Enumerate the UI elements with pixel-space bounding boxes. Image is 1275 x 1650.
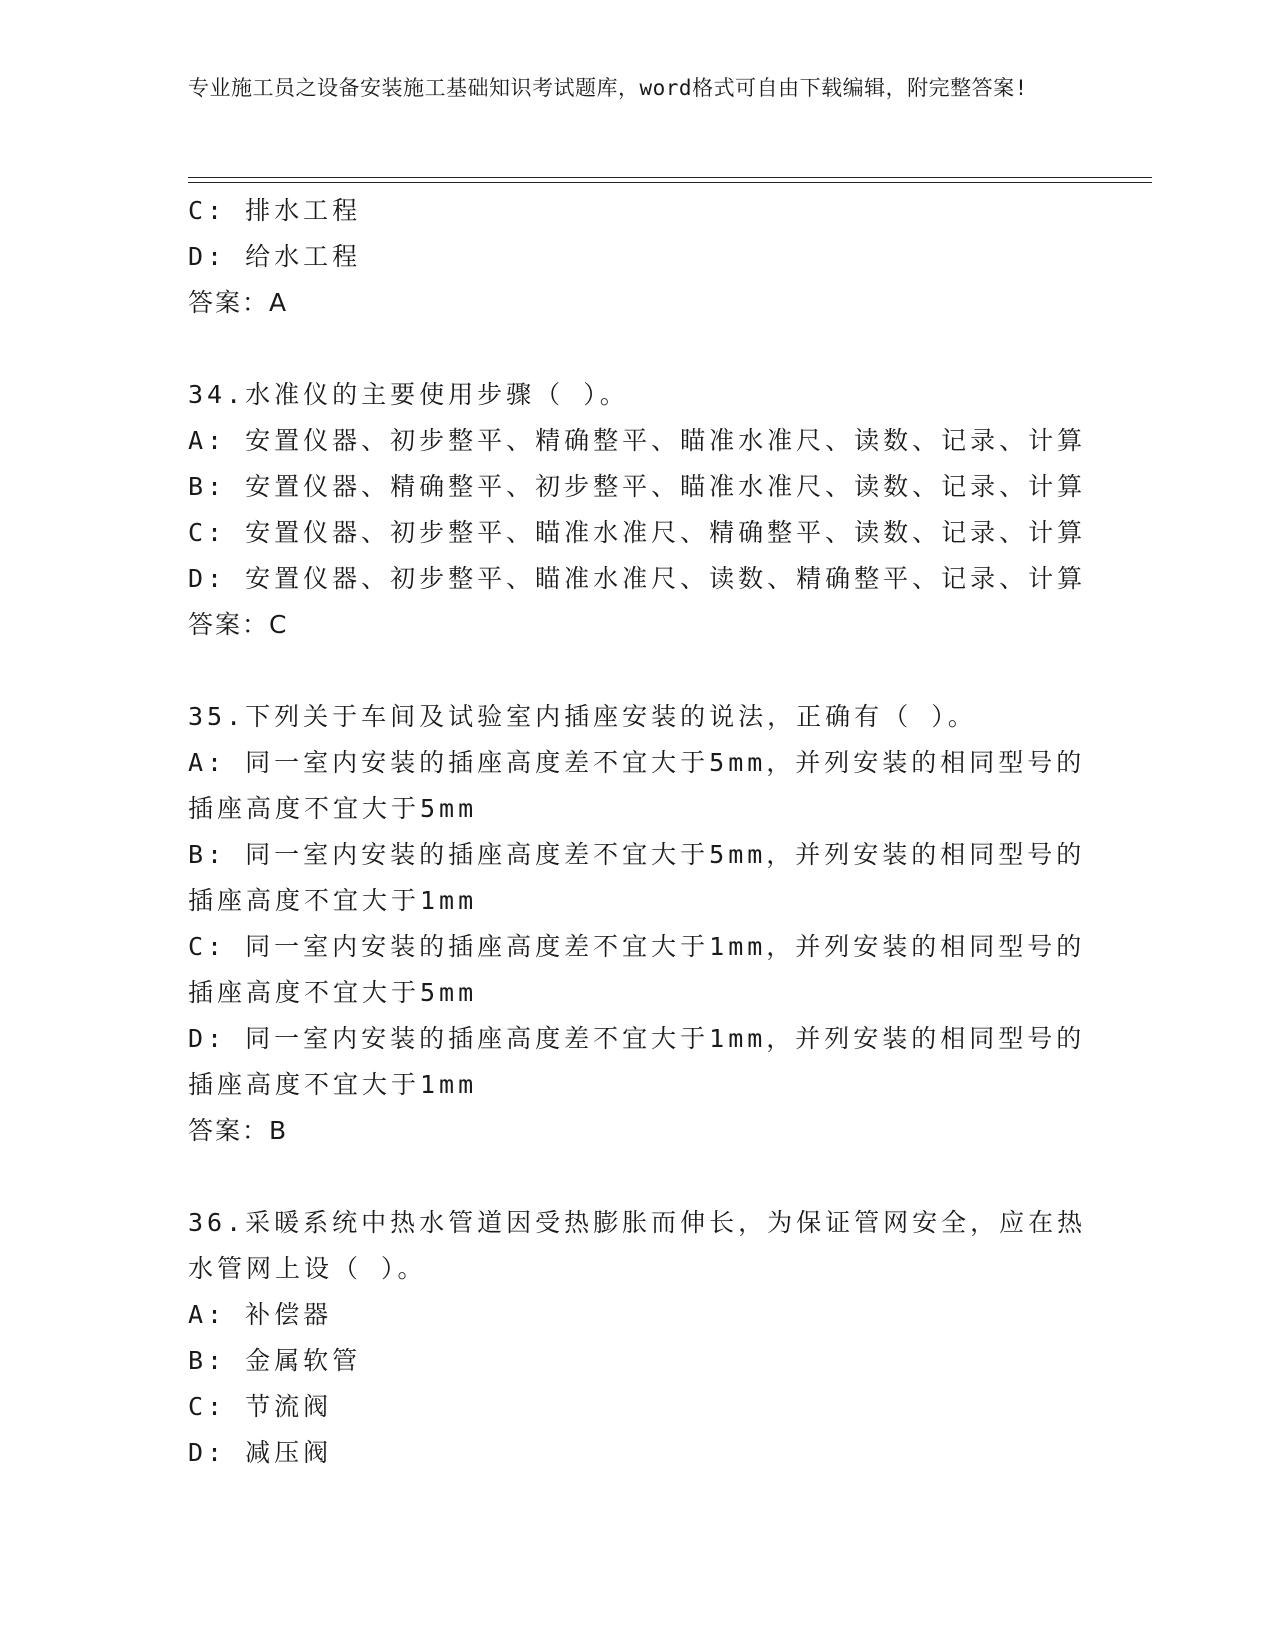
answer-line: 答案：B: [188, 1116, 289, 1145]
option-c-continued: 插座高度不宜大于5mm: [188, 978, 478, 1007]
option-b: B: 金属软管: [188, 1346, 362, 1375]
option-d: D: 同一室内安装的插座高度差不宜大于1mm，并列安装的相同型号的: [188, 1024, 1086, 1053]
option-a-continued: 插座高度不宜大于5mm: [188, 794, 478, 823]
option-d: D: 减压阀: [188, 1438, 333, 1467]
option-d: D: 给水工程: [188, 242, 362, 271]
question-stem: 35.下列关于车间及试验室内插座安装的说法，正确有（ ）。: [188, 702, 977, 731]
option-b: B: 同一室内安装的插座高度差不宜大于5mm，并列安装的相同型号的: [188, 840, 1086, 869]
option-c: C: 安置仪器、初步整平、瞄准水准尺、精确整平、读数、记录、计算: [188, 518, 1087, 547]
spacer: [188, 326, 1108, 372]
question-stem-continued: 水管网上设（ ）。: [188, 1254, 427, 1283]
option-d-continued: 插座高度不宜大于1mm: [188, 1070, 478, 1099]
option-c: C: 排水工程: [188, 196, 362, 225]
option-a: A: 安置仪器、初步整平、精确整平、瞄准水准尺、读数、记录、计算: [188, 426, 1087, 455]
option-b: B: 安置仪器、精确整平、初步整平、瞄准水准尺、读数、记录、计算: [188, 472, 1087, 501]
question-stem: 36.采暖系统中热水管道因受热膨胀而伸长，为保证管网安全，应在热: [188, 1208, 1087, 1237]
question-content: [188, 188, 1108, 1476]
option-a: A: 补偿器: [188, 1300, 333, 1329]
header-divider-bottom: [188, 182, 1152, 183]
header-divider-top: [188, 177, 1152, 178]
question-stem: 34.水准仪的主要使用步骤（ ）。: [188, 380, 629, 409]
question-36: [188, 1200, 1108, 1476]
spacer: [188, 648, 1108, 694]
option-b-continued: 插座高度不宜大于1mm: [188, 886, 478, 915]
option-d: D: 安置仪器、初步整平、瞄准水准尺、读数、精确整平、记录、计算: [188, 564, 1087, 593]
option-c: C: 同一室内安装的插座高度差不宜大于1mm，并列安装的相同型号的: [188, 932, 1086, 961]
option-c: C: 节流阀: [188, 1392, 333, 1421]
spacer: [188, 1154, 1108, 1200]
answer-line: 答案：C: [188, 610, 289, 639]
question-34: [188, 372, 1108, 648]
question-35: [188, 694, 1108, 1154]
answer-line: 答案：A: [188, 288, 289, 317]
option-a: A: 同一室内安装的插座高度差不宜大于5mm，并列安装的相同型号的: [188, 748, 1086, 777]
page-header: 专业施工员之设备安装施工基础知识考试题库，word格式可自由下载编辑，附完整答案!: [188, 76, 1028, 100]
question-33-tail: [188, 188, 1108, 326]
